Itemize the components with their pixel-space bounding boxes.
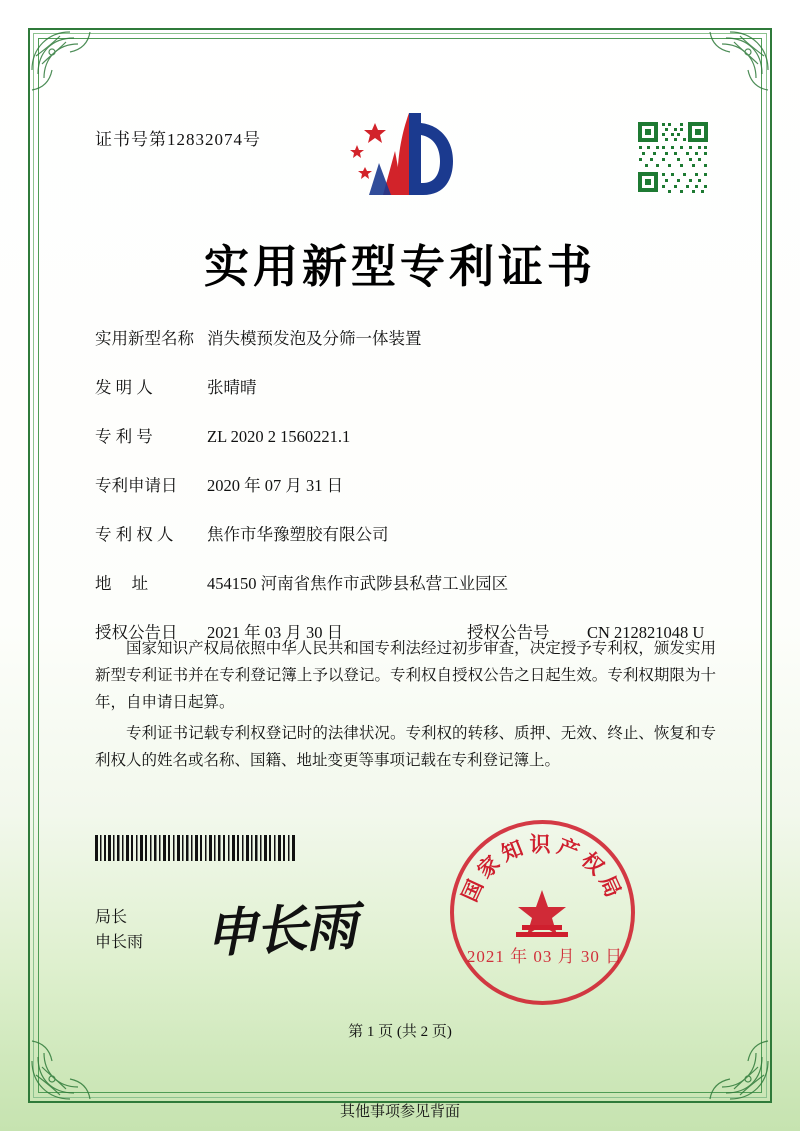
qr-code-icon [636, 120, 710, 194]
seal-date: 2021 年 03 月 30 日 [466, 947, 624, 966]
field-value-patent-no: ZL 2020 2 1560221.1 [207, 427, 351, 446]
field-label-name: 实用新型名称 [95, 329, 194, 348]
page-number: 第 1 页 (共 2 页) [348, 1024, 452, 1040]
field-label-application-date: 专利申请日 [95, 476, 178, 495]
certificate-fields [95, 325, 720, 668]
certificate-number: 证书号第12832074号 [95, 130, 261, 149]
svg-text:国家知识产权局: 国家知识产权局 [457, 832, 628, 906]
field-label-grant-date: 授权公告日 [95, 623, 178, 642]
field-label-address: 地 址 [95, 574, 157, 593]
field-row-name [95, 325, 720, 349]
field-label-patent-no: 专 利 号 [95, 427, 153, 446]
field-value-grant-date: 2021 年 03 月 30 日 [207, 623, 344, 642]
footnote: 其他事项参见背面 [339, 1104, 460, 1120]
certificate-content [60, 60, 740, 1071]
field-row-inventor [95, 374, 720, 398]
seal-graphic [450, 820, 635, 1005]
field-row-address [95, 570, 720, 594]
field-value-application-date: 2020 年 07 月 31 日 [207, 476, 344, 495]
field-value-patentee: 焦作市华豫塑胶有限公司 [207, 525, 389, 544]
field-label-inventor: 发 明 人 [95, 378, 153, 397]
certificate-title: 实用新型专利证书 [203, 240, 596, 293]
signature-name-label: 申长雨 [95, 934, 144, 951]
legal-paragraph-2: 专利证书记载专利权登记时的法律状况。专利权的转移、质押、无效、终止、恢复和专利权人的姓名或名称、国籍、地址变更等事项记载在专利登记簿上。 [95, 725, 716, 769]
legal-paragraph-1: 国家知识产权局依照中华人民共和国专利法经过初步审查，决定授予专利权，颁发实用新型专利证书并在专利登记簿上予以登记。专利权自授权公告之日起生效。专利权期限为十年，自申请日起算。 [95, 640, 716, 711]
handwritten-signature: 申长雨 [203, 899, 357, 964]
field-row-patentee [95, 521, 720, 545]
cnipa-logo-icon [335, 105, 465, 205]
legal-text [95, 635, 716, 778]
signature-title-label: 局长 [95, 909, 128, 926]
field-value-address: 454150 河南省焦作市武陟县私营工业园区 [207, 574, 509, 593]
field-row-patent-no [95, 423, 720, 447]
field-label-patentee: 专 利 权 人 [95, 525, 174, 544]
field-value-grant-no: CN 212821048 U [587, 623, 705, 642]
field-value-inventor: 张晴晴 [207, 378, 257, 397]
field-label-grant-no: 授权公告号 [467, 623, 550, 642]
field-row-application-date [95, 472, 720, 496]
official-seal [450, 820, 635, 1005]
barcode [95, 835, 295, 861]
field-value-name: 消失模预发泡及分筛一体装置 [207, 329, 422, 348]
signature-block [95, 905, 143, 955]
